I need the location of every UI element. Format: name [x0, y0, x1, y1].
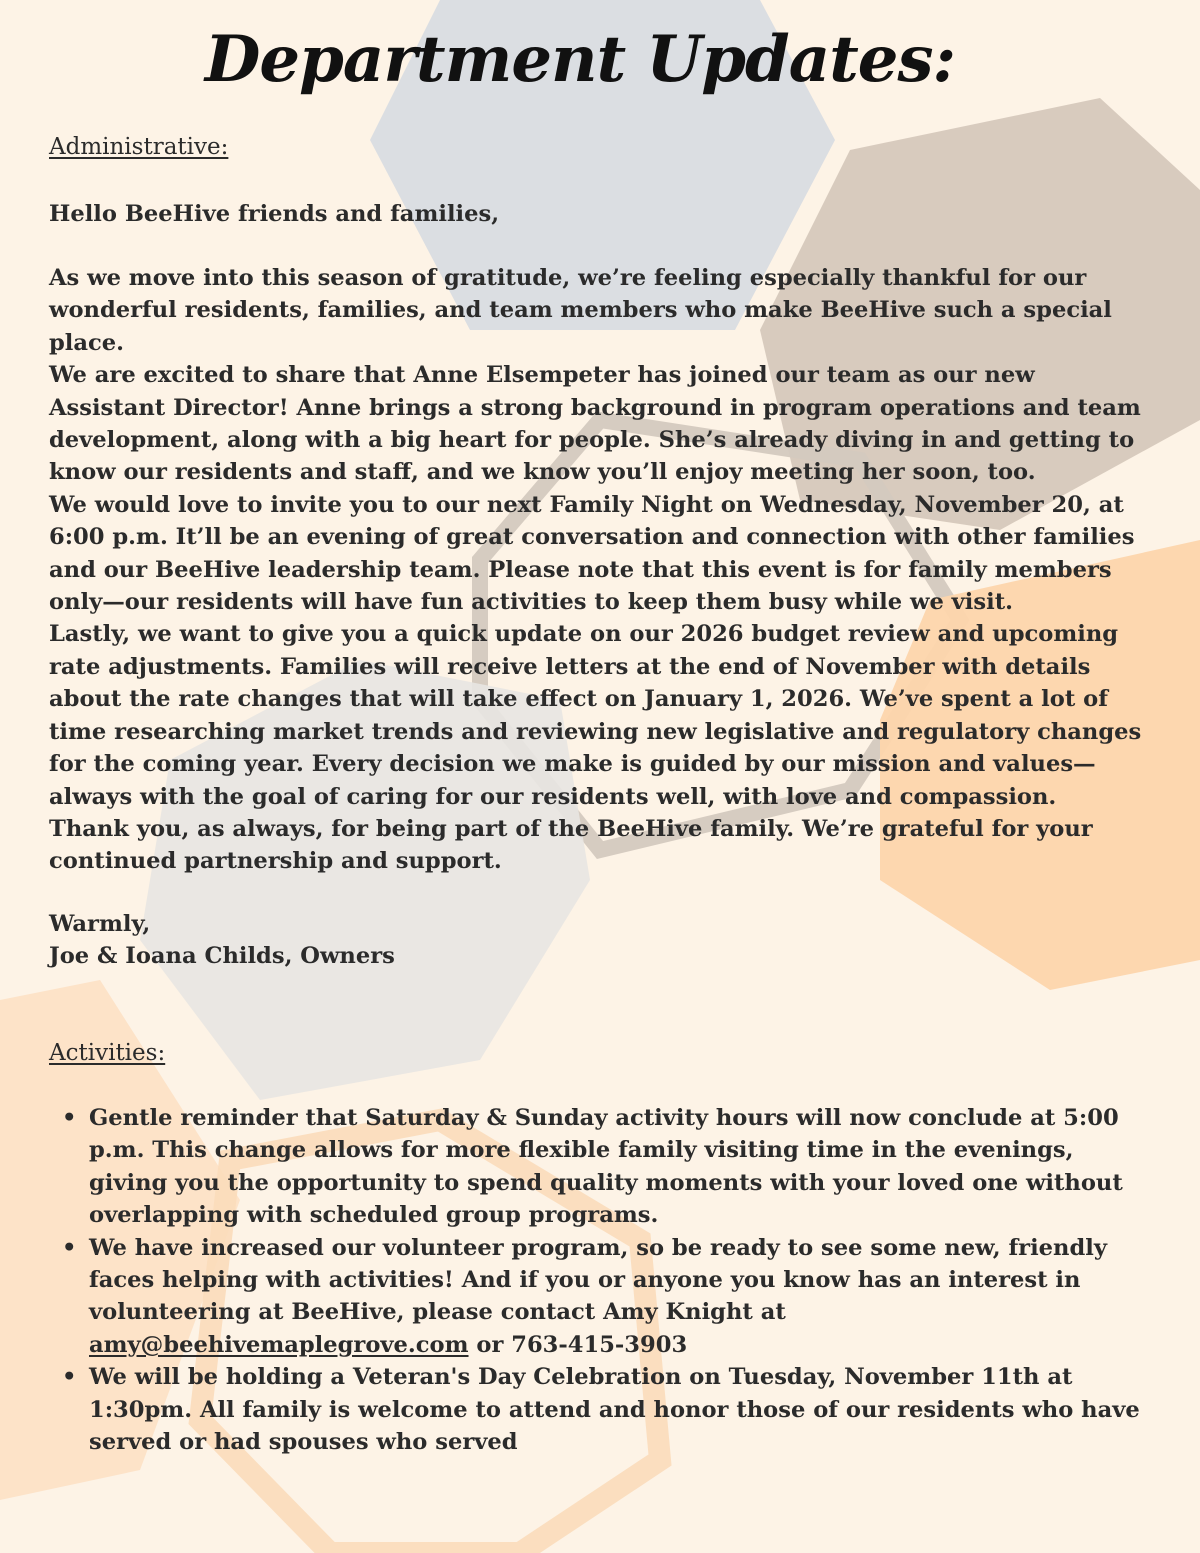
list-item — [62, 1361, 1159, 1458]
activities-heading: Activities: — [49, 1040, 166, 1066]
paragraph-gratitude: As we move into this season of gratitude, we’re feeling especially thankful for our wonderful residents, families, and team members who make BeeHive such a special place. — [49, 265, 1112, 356]
list-item — [62, 1102, 1159, 1232]
bullet-icon: • — [62, 1105, 77, 1131]
signature-text: Joe & Ioana Childs, Owners — [49, 943, 395, 970]
paragraph-family-night: We would love to invite you to our next Family Night on Wednesday, November 20, at 6:00 p.m. It’ll be an evening of great conversation and connection with other families and our BeeHive leadership team. Please note that this event is for family members only—our residents will have fun activities to keep them busy while we visit. — [49, 491, 1135, 616]
volunteer-email-link[interactable]: amy@beehivemaplegrove.com — [89, 1331, 469, 1358]
activity-volunteer-text: We have increased our volunteer program, so be ready to see some new, friendly faces helping with activities! And if you or anyone you know has an interest in volunteering at BeeHive, please contact Amy Knight at — [89, 1234, 1107, 1326]
activities-list — [49, 1102, 1159, 1458]
administrative-heading: Administrative: — [49, 134, 229, 160]
page-title — [0, 22, 1200, 97]
closing-text: Warmly, — [49, 911, 151, 937]
paragraph-thank-you: Thank you, as always, for being part of the BeeHive family. We’re grateful for your continued partnership and support. — [49, 815, 1093, 875]
greeting-text: Hello BeeHive friends and families, — [49, 201, 500, 227]
activity-weekend-hours: Gentle reminder that Saturday & Sunday activity hours will now conclude at 5:00 p.m. This change allows for more flexible family visiting time in the evenings, giving you the opportunity to spend quality moments with your loved one without overlapping with scheduled group programs. — [89, 1105, 1123, 1229]
bullet-icon: • — [62, 1364, 77, 1391]
administrative-body — [49, 262, 1154, 878]
paragraph-new-director: We are excited to share that Anne Elsempeter has joined our team as our new Assistant Director! Anne brings a strong background in program operations and team development, along with a big heart for people. She’s already diving in and getting to know our residents and staff, and we know you’ll enjoy meeting her soon, too. — [49, 362, 1141, 486]
activity-volunteer-phone: or 763-415-3903 — [468, 1331, 688, 1358]
list-item — [62, 1232, 1159, 1362]
paragraph-budget-review: Lastly, we want to give you a quick update on our 2026 budget review and upcoming rate adjustments. Families will receive letters at the end of November with details about the rate changes that will take effect on January 1, 2026. We’ve spent a lot of time researching market trends and reviewing new legislative and regulatory changes for the coming year. Every decision we make is guided by our mission and values—always with the goal of caring for our residents well, with love and compassion. — [49, 621, 1142, 810]
activity-veterans-day: We will be holding a Veteran's Day Celebration on Tuesday, November 11th at 1:30pm. All family is welcome to attend and honor those of our residents who have served or had spouses who served — [89, 1364, 1140, 1456]
bullet-icon: • — [62, 1234, 77, 1261]
page-title-text: Department Updates: — [204, 22, 956, 97]
signoff — [49, 908, 1154, 973]
